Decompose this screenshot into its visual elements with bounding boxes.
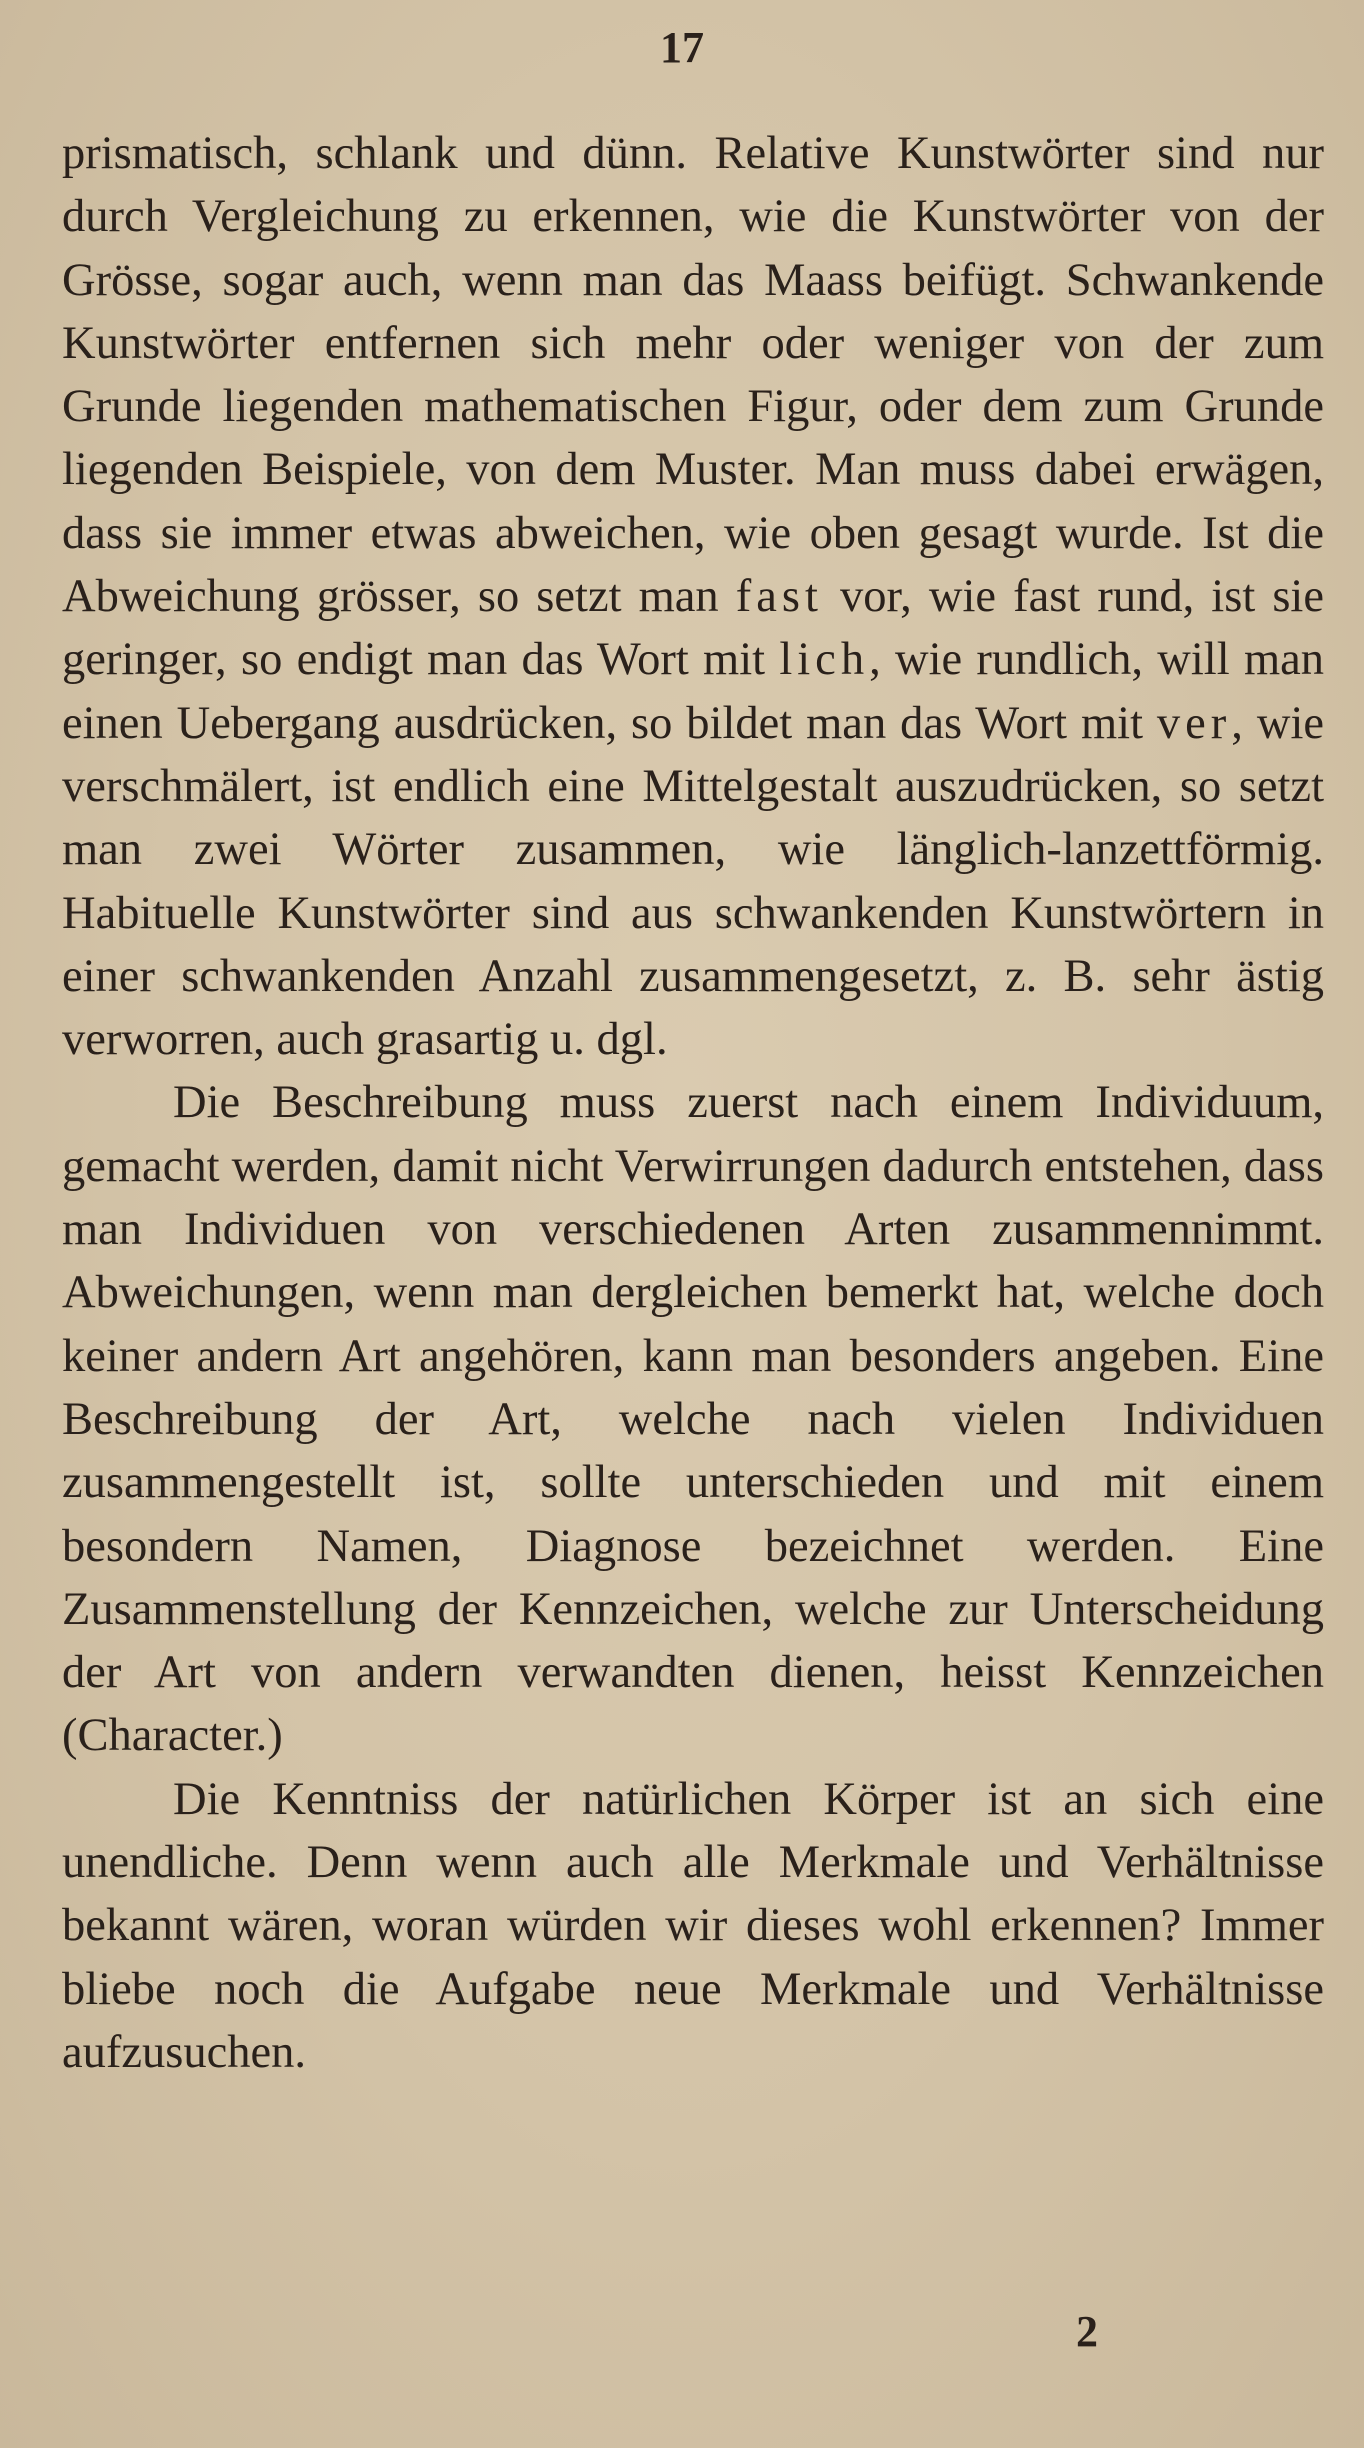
body-text: [62, 122, 1324, 2084]
page-number: 17: [660, 23, 704, 72]
signature-mark: 2: [1076, 2307, 1098, 2356]
paragraph-3: Die Kenntniss der natürlichen Körper ist an sich eine unendliche. Denn wenn auch alle Merkmale und Verhältnisse bekannt wären, woran würden wir dieses wohl erkennen? Immer bliebe noch die Aufgabe neue Merkmale und Verhältnisse aufzusuchen.: [62, 1773, 1324, 2078]
paragraph-1-text-c: , wie rundlich, will man einen Uebergang ausdrücken, so bildet man das Wort mit: [62, 634, 1324, 749]
paragraph-1-text-b: vor, wie fast rund, ist sie geringer, so endigt man das Wort mit: [62, 571, 1324, 686]
emphasis-fast: fast: [735, 571, 823, 623]
paragraph-1-text-a: prismatisch, schlank und dünn. Relative Kunstwörter sind nur durch Vergleichung zu erkennen, wie die Kunstwörter von der Grösse, sogar auch, wenn man das Maass beifügt. Schwankende Kunstwörter entfernen sich mehr oder weniger von der zum Grunde liegenden mathematischen Figur, oder dem zum Grunde liegenden Beispiele, von dem Muster. Man muss dabei erwägen, dass sie immer etwas abweichen, wie oben gesagt wurde. Ist die Abweichung grösser, so setzt man: [62, 128, 1324, 623]
paragraph-1-text-d: , wie verschmälert, ist endlich eine Mittelgestalt auszudrücken, so setzt man zwei Wörter zusammen, wie länglich-lanzettförmig. Habituelle Kunstwörter sind aus schwankenden Kunstwörtern in einer schwankenden Anzahl zusammengesetzt, z. B. sehr ästig verworren, auch grasartig u. dgl.: [62, 697, 1324, 1066]
paragraph-1: [62, 122, 1324, 1071]
emphasis-ver: ver: [1156, 697, 1232, 749]
paragraph-2: Die Beschreibung muss zuerst nach einem Individuum, gemacht werden, damit nicht Verwirrungen dadurch entstehen, dass man Individuen von verschiedenen Arten zusammennimmt. Abweichungen, wenn man dergleichen bemerkt hat, welche doch keiner andern Art angehören, kann man besonders angeben. Eine Beschreibung der Art, welche nach vielen Individuen zusammengestellt ist, sollte unterschieden und mit einem besondern Namen, Diagnose bezeichnet werden. Eine Zusammenstellung der Kennzeichen, welche zur Unterscheidung der Art von andern verwandten dienen, heisst Kennzeichen (Character.): [62, 1077, 1324, 1762]
emphasis-lich: lich: [779, 634, 870, 686]
